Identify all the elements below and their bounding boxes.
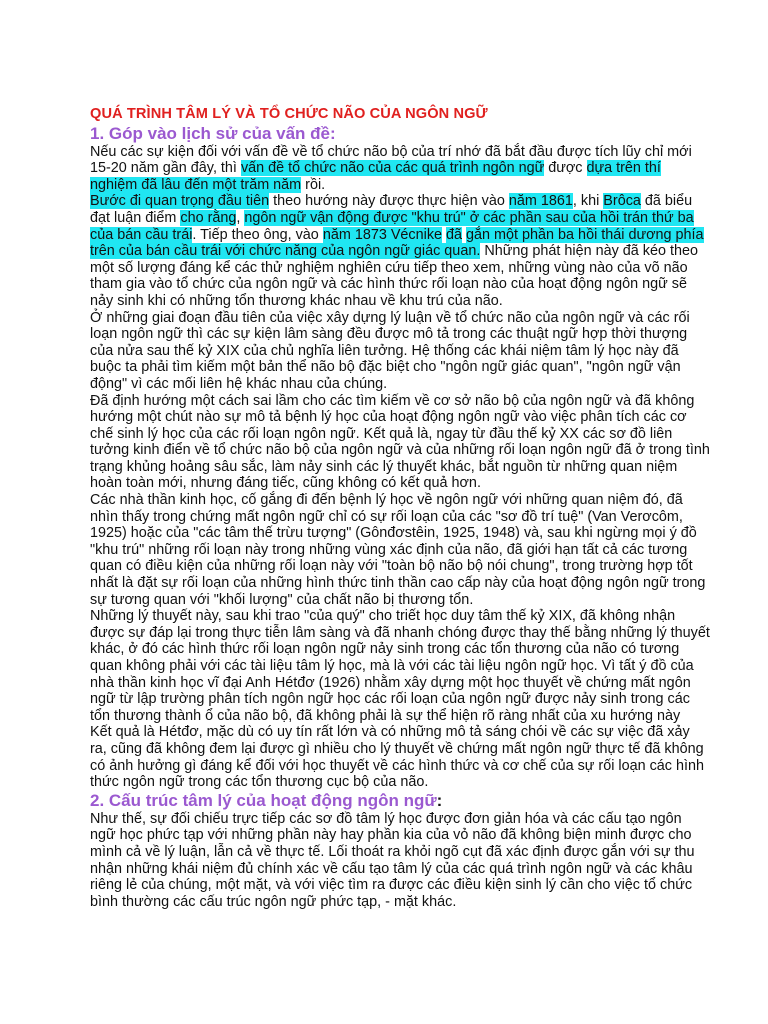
text-run: Nếu các sự kiện đối với vấn đề về tổ chức não bộ của trí nhớ đã bắt đầu được tích lũy chỉ mới 15-20 năm gần đây, thì <box>90 143 692 177</box>
highlighted-text: năm 1861 <box>508 193 573 210</box>
text-run: theo hướng này được thực hiện vào <box>269 193 509 210</box>
highlighted-text: Bước đi quan trọng đầu tiên <box>90 193 270 210</box>
highlighted-text: ngôn ngữ vận động được "khu trú" ở các phần sau của hồi trán thứ ba của bán cầu trái <box>90 209 694 243</box>
paragraph-1 <box>90 144 710 194</box>
highlighted-text: Brôca <box>603 193 641 210</box>
paragraph-2 <box>90 193 710 309</box>
highlighted-text: dựa trên thí nghiệm đã lâu đến một trăm năm <box>90 160 661 193</box>
section-heading-history: 1. Góp vào lịch sử của vấn đề: <box>90 123 336 143</box>
document-title: QUÁ TRÌNH TÂM LÝ VÀ TỔ CHỨC NÃO CỦA NGÔN NGỮ <box>90 106 488 122</box>
section-heading-colon: : <box>436 790 443 810</box>
paragraph-4: Đã định hướng một cách sai lầm cho các tìm kiếm về cơ sở não bộ của ngôn ngữ và đã không hướng một chút nào sự mô tả bệnh lý học của hoạt động ngôn ngữ vào việc phân tích các cơ chế sinh lý học của các rối loạn ngôn ngữ. Kết quả là, ngay từ đầu thế kỷ XX các sơ đồ liên tưởng kinh điển về tổ chức não bộ của ngôn ngữ và của những rối loạn ngôn ngữ đã ở trong tình trạng khủng hoảng sâu sắc, làm nảy sinh các lý thuyết khác, bắt nguồn từ những quan niệm hoàn toàn mới, nhưng đáng tiếc, cũng không có kết quả hơn. <box>90 392 710 492</box>
text-run: , <box>236 209 245 226</box>
text-run: , khi <box>572 193 604 210</box>
text-run: . Tiếp theo ông, vào <box>192 226 323 243</box>
text-run: đã biểu đạt luận điểm <box>90 193 693 226</box>
paragraph-8: Như thế, sự đối chiếu trực tiếp các sơ đồ tâm lý học được đơn giản hóa và các cấu tạo ngôn ngữ học phức tạp với những phần này hay phần kia của vỏ não đã không biện minh được cho mình cả về lý luận, lẫn cả về thực tế. Lối thoát ra khỏi ngõ cụt đã xác định được gắn với sự thu nhận những khái niệm đủ chính xác về cấu tạo tâm lý của các quá trình ngôn ngữ và các khâu riêng lẻ của chúng, một mặt, và với việc tìm ra được các điều kiện sinh lý cần cho việc tổ chức bình thường các cấu trúc ngôn ngữ phức tạp, - mặt khác. <box>90 810 695 910</box>
section-heading-structure <box>90 791 710 811</box>
highlighted-text: cho rằng <box>180 209 237 226</box>
highlighted-text: đã <box>446 226 463 243</box>
highlighted-text: gắn một phần ba hồi thái dương phía trên của bán cầu trái với chức năng của ngôn ngữ giác quan. <box>90 226 704 260</box>
paragraph-5: Các nhà thần kinh học, cố gắng đi đến bệnh lý học về ngôn ngữ với những quan niệm đó, đã nhìn thấy trong chứng mất ngôn ngữ chỉ có sự rối loạn của các "sơ đồ trí tuệ" (Van Verơcôm, 1925) hoặc của "các tâm thế trừu tượng" (Gônđơstêin, 1925, 1948) và, sau khi ngừng mọi ý đồ "khu trú" những rối loạn này trong những vùng xác định của não, đã giới hạn tất cả các tương quan có điều kiện của những rối loạn này với "toàn bộ não bộ nói chung", trong trường hợp tốt nhất là đặt sự rối loạn của những hình thức tinh thần cao cấp này của hoạt động ngôn ngữ trong sự tương quan với "khối lượng" của chất não bị thương tổn. <box>90 492 706 608</box>
text-run: được <box>544 160 587 177</box>
text-run: rồi. <box>301 176 326 193</box>
highlighted-text: vấn đề tổ chức não của các quá trình ngôn ngữ <box>240 160 545 177</box>
highlighted-text: năm 1873 Vécnike <box>322 226 443 243</box>
text-run: Những phát hiện này đã kéo theo một số lượng đáng kể các thử nghiệm nghiên cứu tiếp theo xem, những vùng nào của võ não tham gia vào tổ chức của ngôn ngữ và các hình thức rối loạn nào của hoạt động ngôn ngữ sẽ nảy sinh khi có những tổn thương khác nhau về khu trú của não. <box>90 243 698 309</box>
section-heading-text: 2. Cấu trúc tâm lý của hoạt động ngôn ngữ <box>90 790 437 810</box>
paragraph-7: Kết quả là Hétđơ, mặc dù có uy tín rất lớn và có những mô tả sáng chói về các sự việc đã xảy ra, cũng đã không đem lại được gì nhiều cho lý thuyết về chứng mất ngôn ngữ thực tế đã không có ảnh hưởng gì đáng kể đối với học thuyết về các hình thức và cơ chế của sự rối loạn các hình thức ngôn ngữ trong các tổn thương cục bộ của não. <box>90 724 704 791</box>
paragraph-6: Những lý thuyết này, sau khi trao "của quý" cho triết học duy tâm thế kỷ XIX, đã không nhận được sự đáp lại trong thực tiễn lâm sàng và đã nhanh chóng được thay thế bằng những lý thuyết khác, ở đó các hình thức rối loạn ngôn ngữ nảy sinh trong các tổn thương của não có tương quan không phải với các tài liệu tâm lý học, mà là với các tài liệu ngôn ngữ học. Vì tất ý đồ của nhà thần kinh học vĩ đại Anh Hétđơ (1926) nhằm xây dựng một học thuyết về chứng mất ngôn ngữ từ lập trường phân tích ngôn ngữ học các rối loạn của ngôn ngữ được nảy sinh trong các tổn thương thành ổ của não bộ, đã không phải là sự thể hiện rõ ràng nhất của xu hướng này <box>90 608 710 724</box>
paragraph-3: Ở những giai đoạn đầu tiên của việc xây dựng lý luận về tổ chức não của ngôn ngữ và các rối loạn ngôn ngữ thì các sự kiện lâm sàng đều được mô tả trong các thuật ngữ hợp thời thượng của nửa sau thế kỷ XIX của chủ nghĩa liên tưởng. Hệ thống các khái niệm tâm lý học này đã buộc ta phải tìm kiếm một bản thể não bộ đặc biệt cho "ngôn ngữ giác quan", "ngôn ngữ vận động" vì các mối liên hệ khác nhau của chúng. <box>90 309 690 392</box>
